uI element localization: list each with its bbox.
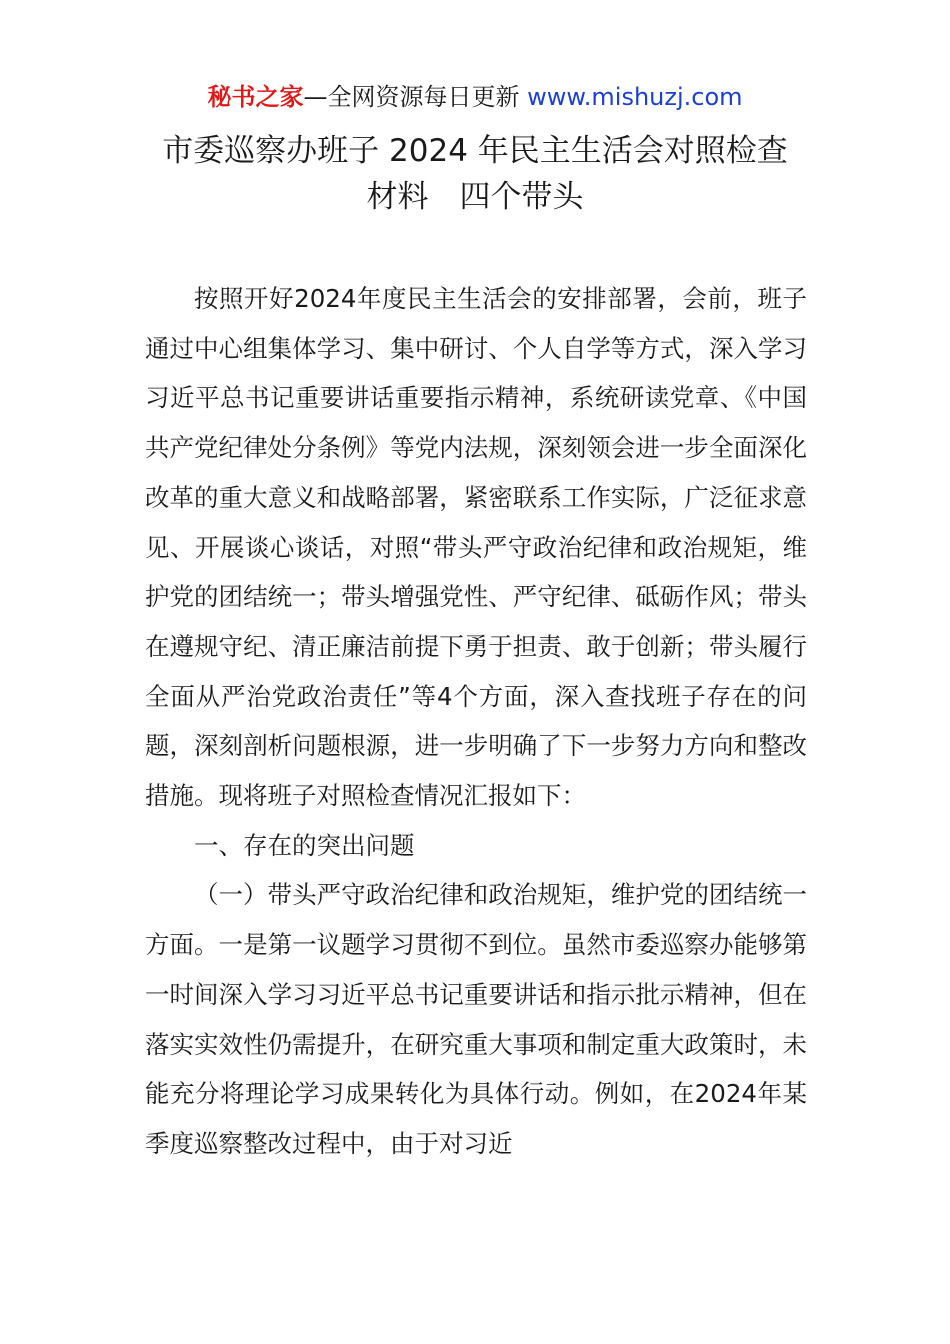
document-body — [145, 274, 807, 1169]
section-heading: 一、存在的突出问题 — [194, 830, 415, 860]
header-tagline: —全网资源每日更新 — [303, 83, 528, 111]
title-line-2: 材料 四个带头 — [366, 179, 584, 215]
body-paragraph: （一）带头严守政治纪律和政治规矩，维护党的团结统一方面。一是第一议题学习贯彻不到位。虽然市委巡察办能够第一时间深入学习习近平总书记重要讲话和指示批示精神，但在落实实效性仍需提升，在研究重大事项和制定重大政策时，未能充分将理论学习成果转化为具体行动。例如，在2024年某季度巡察整改过程中，由于对习近 — [145, 880, 807, 1158]
site-url-link[interactable]: www.mishuzj.com — [527, 83, 743, 111]
document-title — [0, 128, 950, 220]
site-header — [0, 80, 950, 114]
brand-name[interactable]: 秘书之家 — [207, 83, 304, 111]
title-line-1: 市委巡察办班子 2024 年民主生活会对照检查 — [162, 133, 788, 169]
intro-paragraph: 按照开好2024年度民主生活会的安排部署，会前，班子通过中心组集体学习、集中研讨、个人自学等方式，深入学习习近平总书记重要讲话重要指示精神，系统研读党章、《中国共产党纪律处分条例》等党内法规，深刻领会进一步全面深化改革的重大意义和战略部署，紧密联系工作实际，广泛征求意见、开展谈心谈话，对照“带头严守政治纪律和政治规矩，维护党的团结统一；带头增强党性、严守纪律、砥砺作风；带头在遵规守纪、清正廉洁前提下勇于担责、敢于创新；带头履行全面从严治党政治责任”等4个方面，深入查找班子存在的问题，深刻剖析问题根源，进一步明确了下一步努力方向和整改措施。现将班子对照检查情况汇报如下： — [145, 284, 807, 811]
